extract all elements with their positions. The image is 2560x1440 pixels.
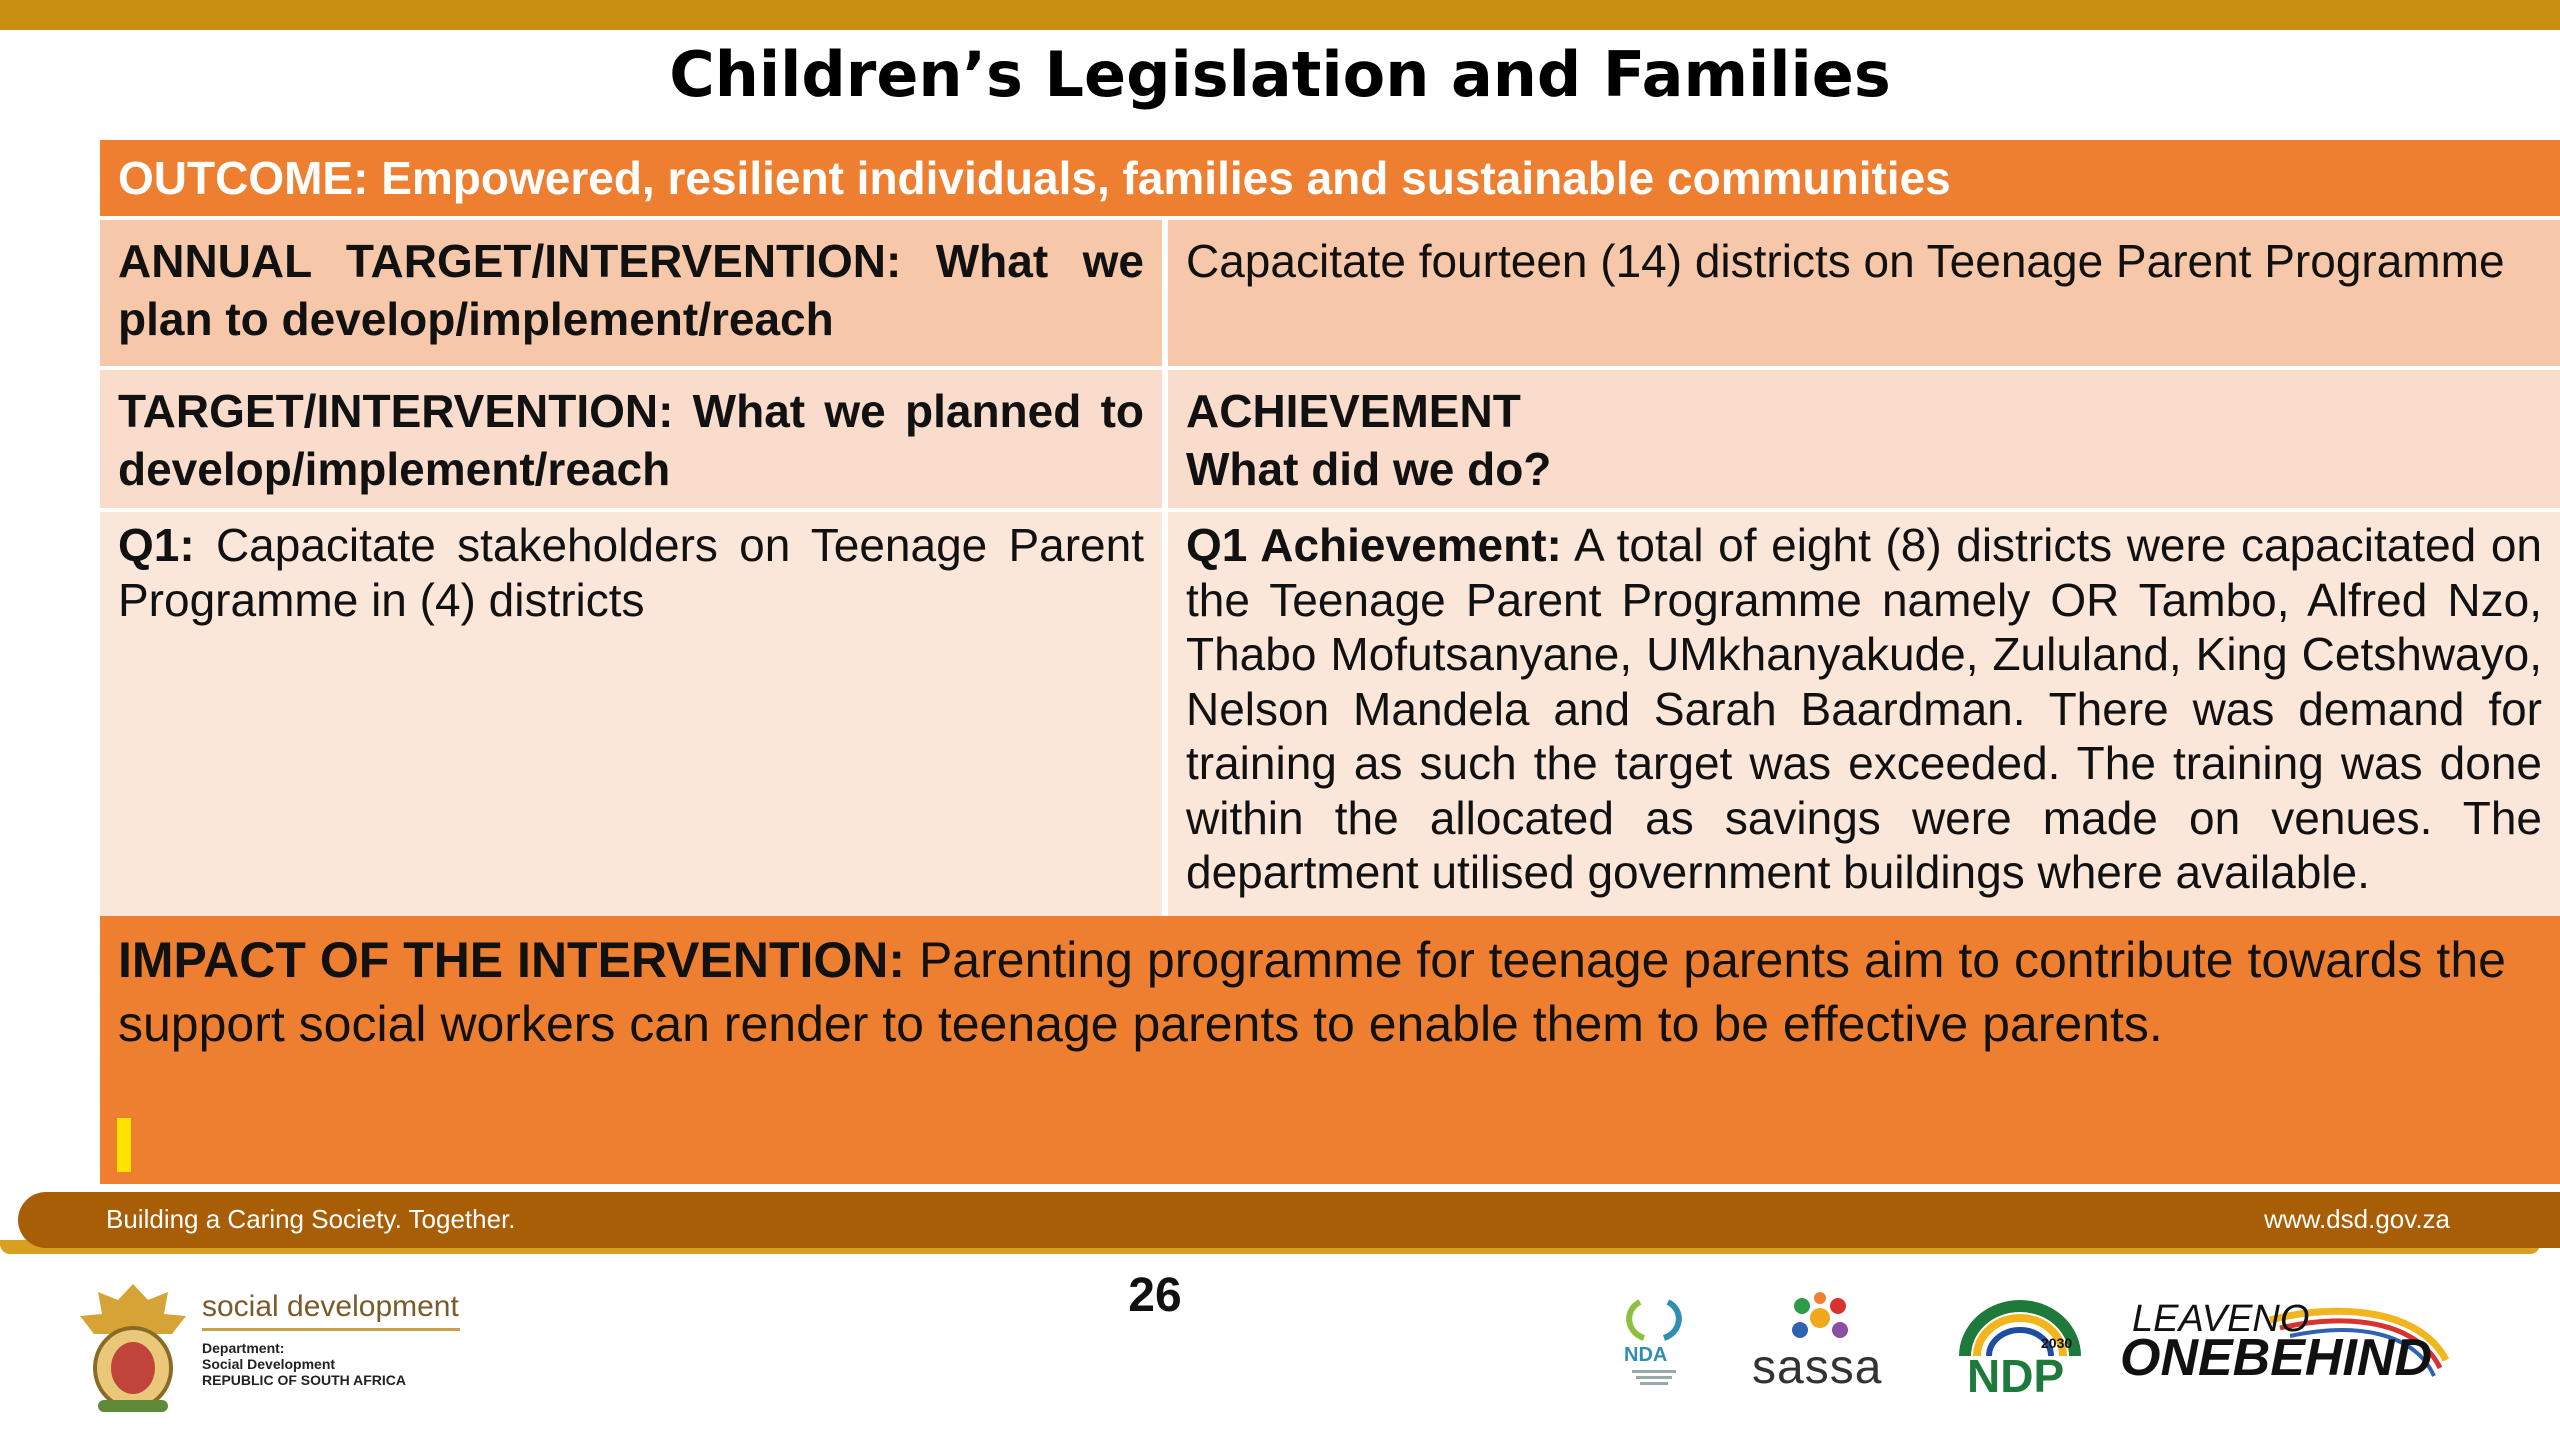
dept-logo-line3: REPUBLIC OF SOUTH AFRICA: [202, 1372, 407, 1388]
page-number: 26: [1128, 1269, 1182, 1322]
achievement-header: [1168, 370, 2560, 508]
ndp-year: 2030: [2041, 1335, 2073, 1351]
header-row: [100, 370, 2560, 508]
sassa-logo-text: sassa: [1752, 1341, 1883, 1394]
q1-target-label: Q1:: [118, 519, 195, 571]
nda-logo-icon: [1620, 1296, 1690, 1390]
dept-logo-divider: [202, 1328, 460, 1331]
leave-no-one-behind-line1: LEAVENO: [2132, 1298, 2310, 1340]
dept-logo-line1: Department:: [202, 1340, 285, 1356]
target-header: TARGET/INTERVENTION: What we planned to develop/implement/reach: [100, 370, 1162, 508]
achievement-header-line2: What did we do?: [1186, 443, 1552, 495]
footer-website: www.dsd.gov.za: [2264, 1204, 2450, 1234]
annual-target-row: [100, 220, 2560, 366]
top-accent-bar: [0, 0, 2560, 30]
coat-of-arms-icon: [68, 1276, 198, 1416]
q1-achievement-text: A total of eight (8) districts were capacitated on the Teenage Parent Programme namely OR Tambo, Alfred Nzo, Thabo Mofutsanyane, UMkhanyakude, Zululand, King Cetshwayo, Nelson Mandela and Sarah Baardman. There was demand for training as such the target was exceeded. The training was done within the allocated as savings were made on venues. The department utilised government buildings where available.: [1186, 519, 2543, 898]
sassa-logo-icon: [1780, 1290, 1860, 1346]
impact-text: Parenting programme for teenage parents aim to contribute towards the support social workers can render to teenage parents to enable them to be effective parents.: [118, 932, 2506, 1052]
q1-achievement-label: Q1 Achievement:: [1186, 519, 1562, 571]
ndp-logo-icon: [1955, 1296, 2085, 1396]
annual-target-value: Capacitate fourteen (14) districts on Teenage Parent Programme: [1168, 220, 2560, 366]
leave-no-one-behind-line2: ONEBEHIND: [2120, 1329, 2433, 1387]
outcome-banner: OUTCOME: Empowered, resilient individuals, families and sustainable communities: [100, 140, 2560, 216]
dept-logo-line2: Social Development: [202, 1356, 336, 1372]
nda-logo-text: NDA: [1624, 1344, 1668, 1366]
q1-target-text: Capacitate stakeholders on Teenage Parent Programme in (4) districts: [118, 519, 1145, 626]
footer-tagline: Building a Caring Society. Together.: [106, 1204, 516, 1234]
ndp-text: NDP: [1967, 1350, 2065, 1396]
impact-label: IMPACT OF THE INTERVENTION:: [118, 932, 906, 988]
text-cursor: [117, 1118, 131, 1172]
slide-title: Children’s Legislation and Families: [669, 38, 1891, 111]
achievement-header-line1: ACHIEVEMENT: [1186, 385, 1521, 437]
dept-logo-name: social development: [202, 1290, 459, 1323]
impact-box: [100, 916, 2560, 1184]
annual-target-label: ANNUAL TARGET/INTERVENTION: What we plan to develop/implement/reach: [100, 220, 1162, 366]
dept-logo-subtitle: [202, 1340, 406, 1388]
